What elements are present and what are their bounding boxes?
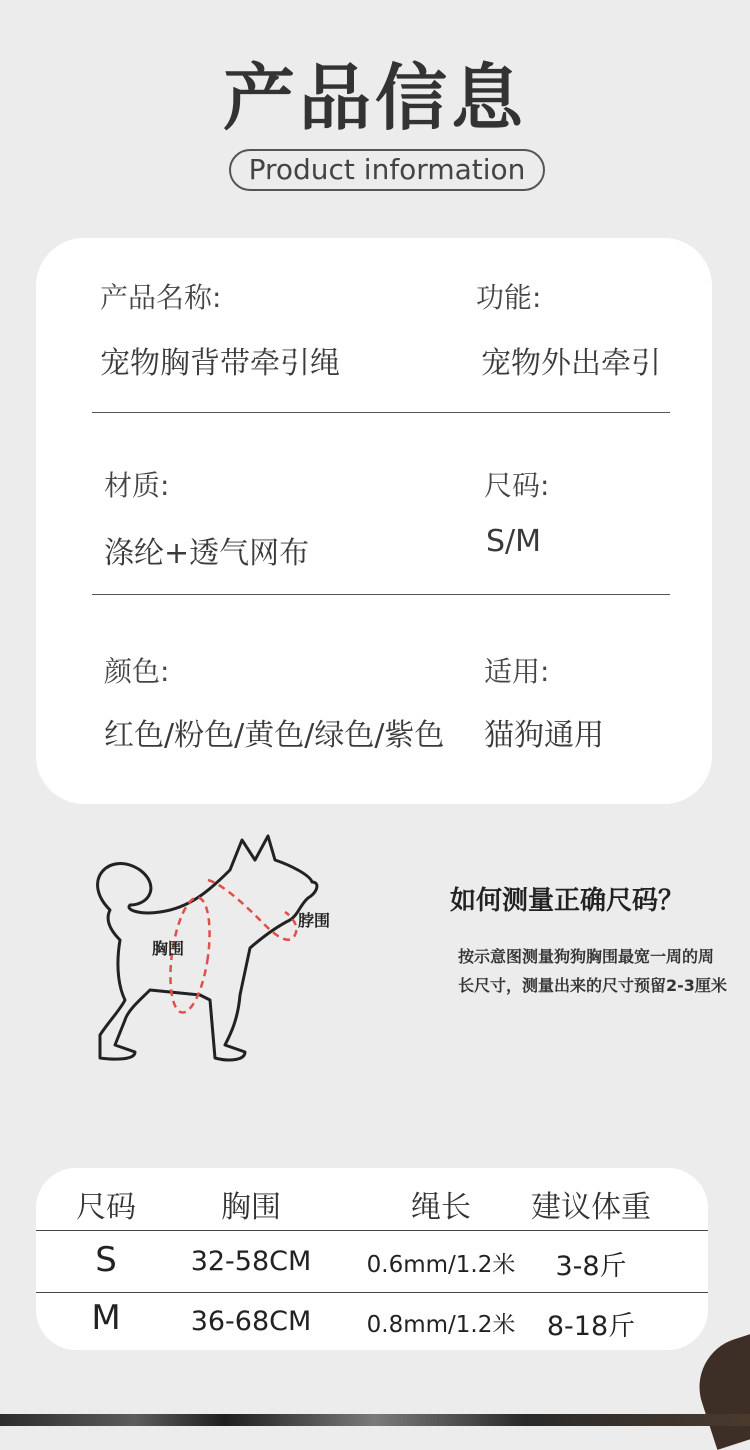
color-label: 颜色:	[104, 655, 170, 688]
decorative-corner	[687, 1330, 750, 1450]
table-cell: 8-18斤	[546, 1311, 636, 1342]
decorative-photo-strip	[0, 1414, 750, 1426]
material-value: 涤纶+透气网布	[104, 536, 310, 571]
suitable-value: 猫狗通用	[484, 718, 604, 753]
table-header-cell: 胸围	[221, 1190, 281, 1225]
name-label: 产品名称:	[100, 281, 222, 314]
table-header-cell: 建议体重	[531, 1190, 651, 1225]
function-label: 功能:	[476, 281, 542, 314]
page-subtitle: Product information	[229, 149, 545, 191]
suitable-label: 适用:	[484, 655, 550, 688]
measure-instructions: 按示意图测量狗狗胸围最宽一周的周长尺寸，测量出来的尺寸预留2-3厘米	[458, 947, 727, 995]
table-header-cell: 尺码	[76, 1190, 136, 1225]
table-cell: 3-8斤	[555, 1251, 627, 1282]
dog-measurement-diagram	[50, 820, 350, 1080]
size-table	[36, 1168, 708, 1350]
divider	[92, 412, 670, 413]
table-cell: 0.8mm/1.2米	[366, 1312, 516, 1338]
measure-question: 如何测量正确尺码？	[450, 886, 685, 916]
table-divider	[36, 1230, 708, 1231]
table-divider	[36, 1292, 708, 1293]
name-value: 宠物胸背带牵引绳	[100, 346, 340, 381]
table-cell: 32-58CM	[190, 1246, 312, 1277]
divider	[92, 594, 670, 595]
function-value: 宠物外出牵引	[481, 346, 661, 381]
material-label: 材质:	[104, 469, 170, 502]
page-title: 产品信息	[222, 56, 527, 140]
table-cell: 36-68CM	[190, 1306, 312, 1337]
product-info-card	[36, 238, 712, 804]
color-value: 红色/粉色/黄色/绿色/紫色	[104, 718, 445, 753]
table-cell: 0.6mm/1.2米	[366, 1252, 516, 1278]
table-header-cell: 绳长	[411, 1190, 471, 1225]
size-label: 尺码:	[484, 469, 550, 502]
dog-outline-icon	[50, 820, 350, 1080]
table-cell: M	[91, 1298, 121, 1338]
size-value: S/M	[486, 524, 542, 559]
table-cell: S	[95, 1240, 117, 1280]
neck-label: 脖围	[298, 911, 331, 930]
chest-label: 胸围	[152, 939, 185, 958]
